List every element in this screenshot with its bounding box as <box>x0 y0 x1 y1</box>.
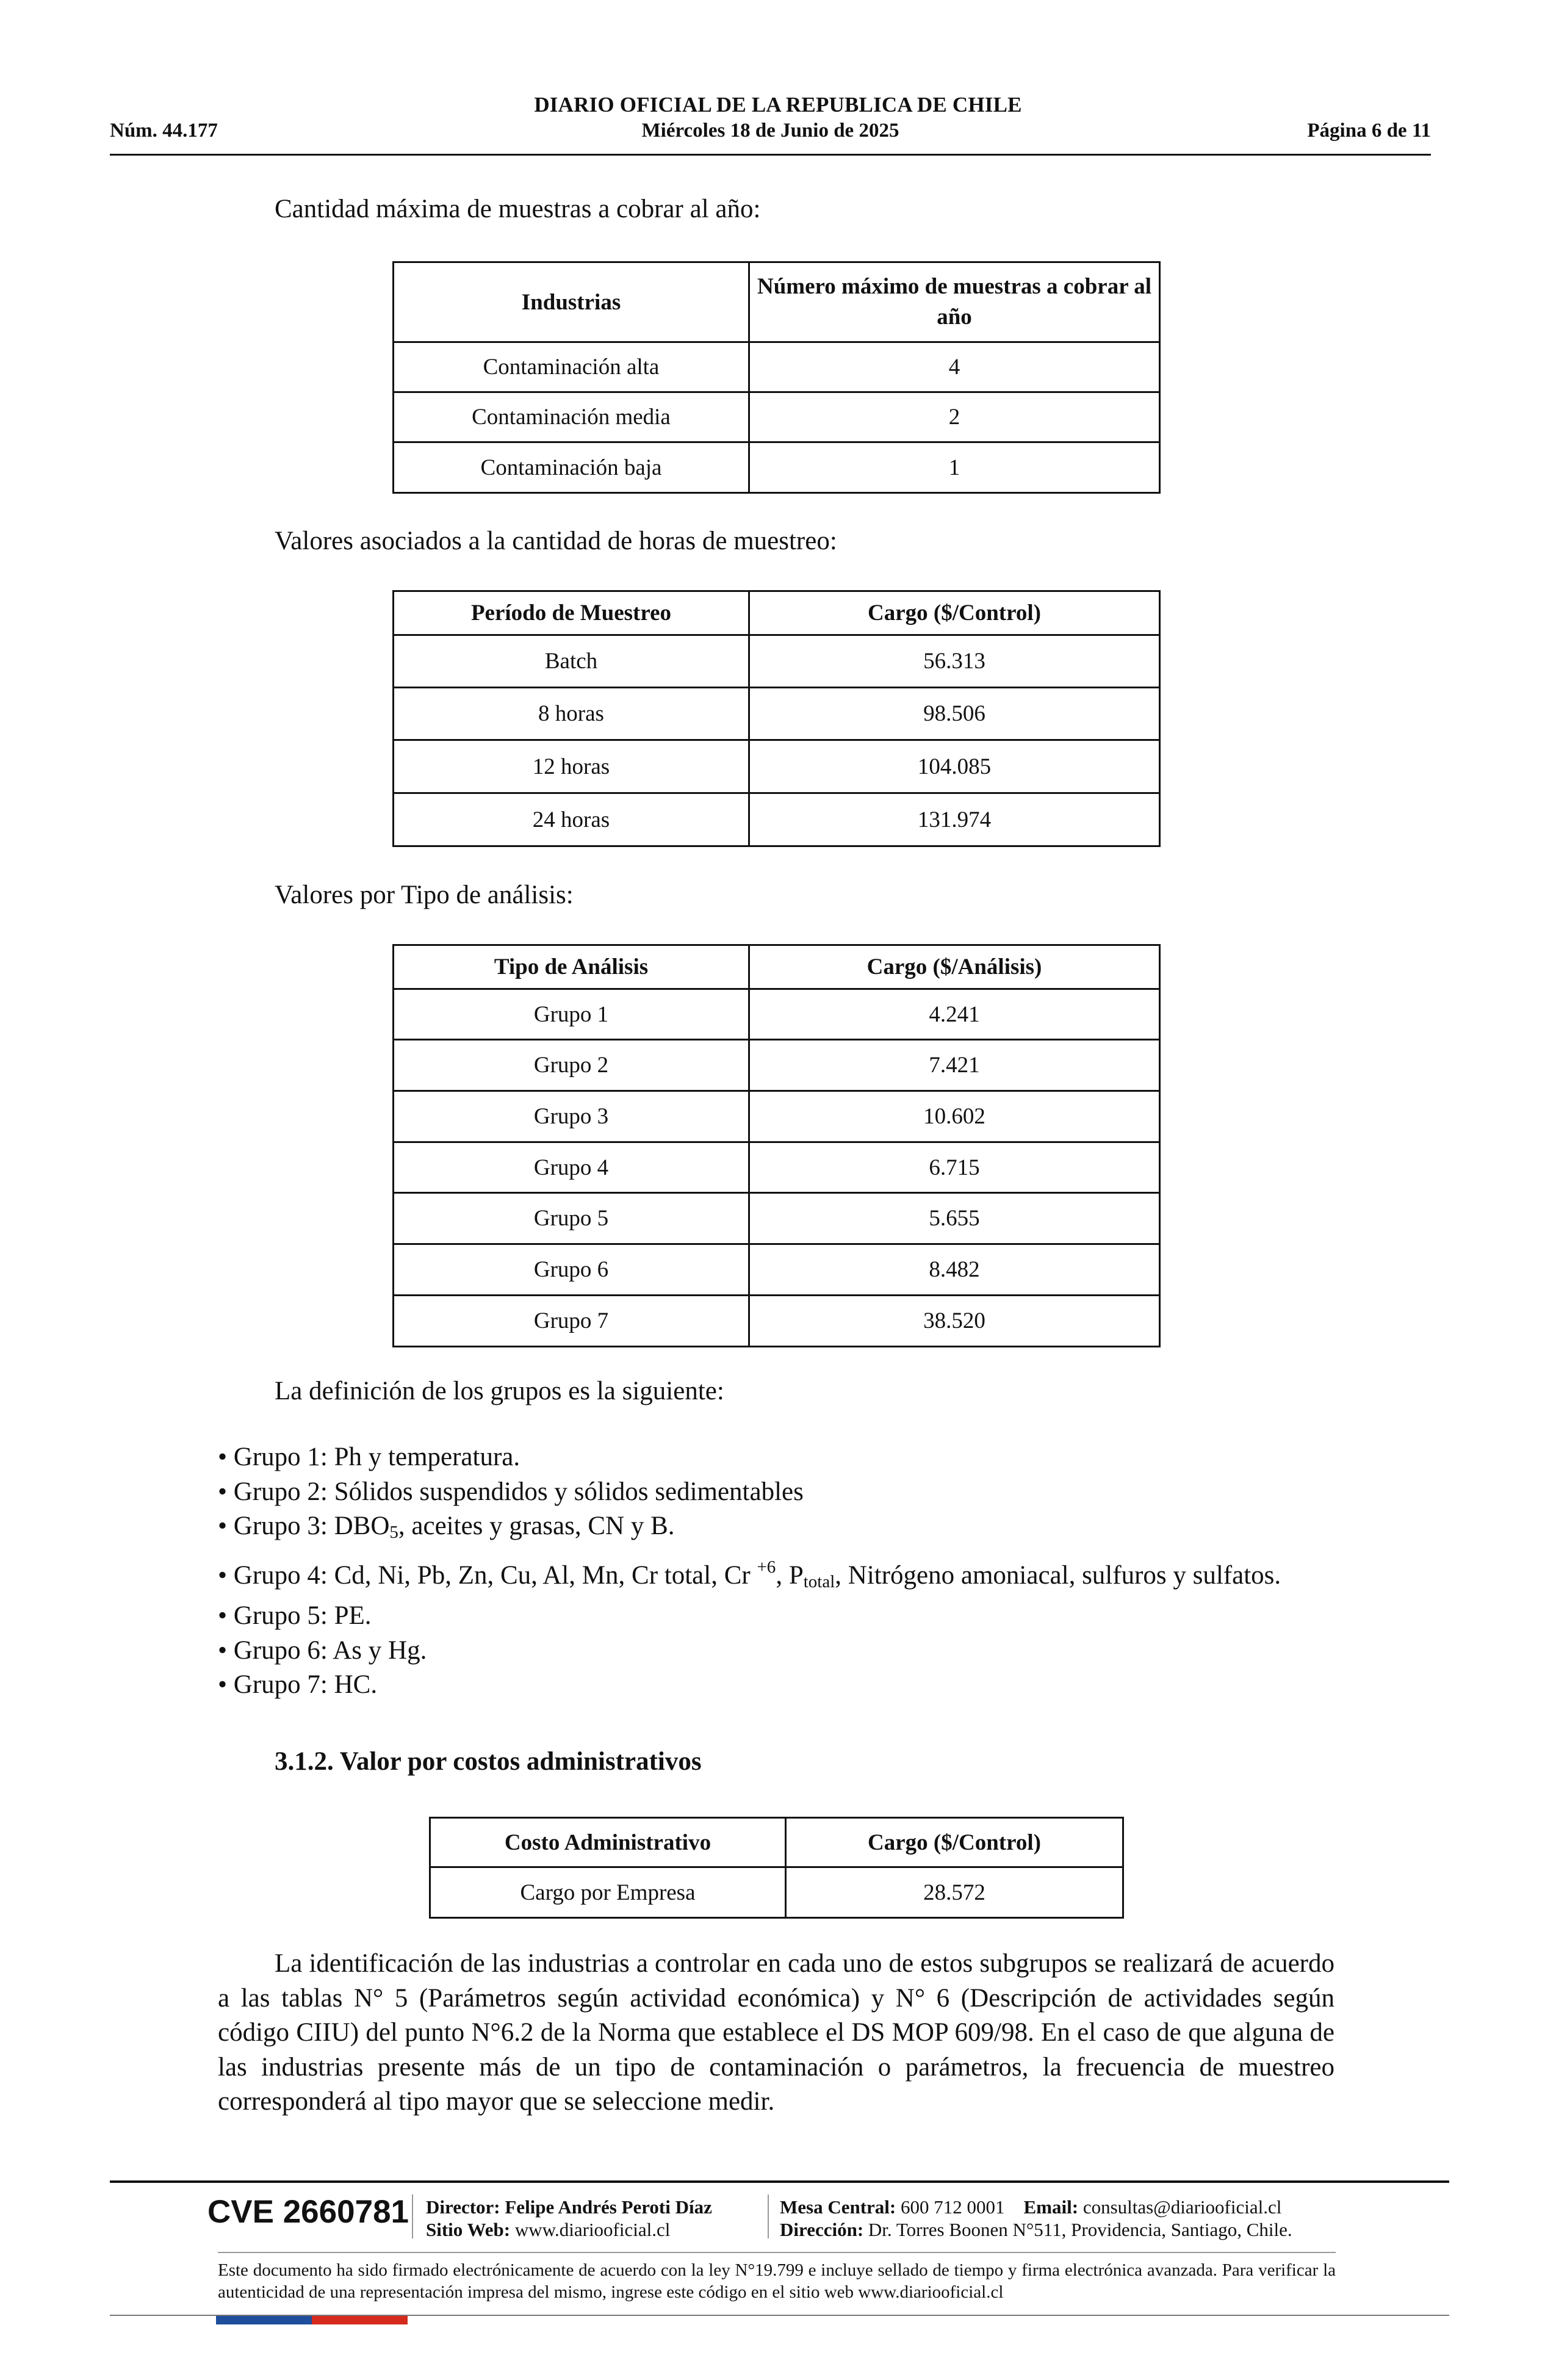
table-row <box>394 392 1160 442</box>
footer-separator <box>768 2194 769 2238</box>
table-row <box>394 1142 1160 1193</box>
table-row <box>430 1867 1123 1918</box>
analysis-table <box>392 944 1161 1347</box>
table-cell: 2 <box>749 392 1160 442</box>
table-cell: 6.715 <box>749 1142 1160 1193</box>
table-cell: Grupo 6 <box>394 1244 749 1296</box>
table-cell: 12 horas <box>394 740 749 793</box>
samples-intro: Cantidad máxima de muestras a cobrar al año: <box>275 195 761 223</box>
column-header: Período de Muestreo <box>394 591 749 635</box>
table-cell: 4 <box>749 342 1160 392</box>
section-heading: 3.1.2. Valor por costos administrativos <box>275 1747 702 1776</box>
table-cell: Grupo 3 <box>394 1091 749 1142</box>
column-header: Cargo ($/Control) <box>749 591 1160 635</box>
table-row <box>394 1040 1160 1091</box>
table-cell: Batch <box>394 635 749 688</box>
table-header-row <box>394 591 1160 635</box>
table-cell: 131.974 <box>749 793 1160 846</box>
table-cell: 104.085 <box>749 740 1160 793</box>
table-cell: 1 <box>749 442 1160 493</box>
address: Dr. Torres Boonen N°511, Providencia, Santiago, Chile. <box>868 2219 1292 2240</box>
table-cell: 5.655 <box>749 1193 1160 1244</box>
table-row <box>394 1193 1160 1244</box>
table-cell: 4.241 <box>749 989 1160 1040</box>
table-header-row <box>394 262 1160 342</box>
table-row <box>394 1296 1160 1347</box>
column-header: Costo Administrativo <box>430 1818 786 1867</box>
list-item: • Grupo 4: Cd, Ni, Pb, Zn, Cu, Al, Mn, Cr total, Cr $^{+6}$, $P_{total}$, Nitrógeno amoniacal, sulfuros y sulfatos. <box>218 1557 1281 1592</box>
footer-separator <box>412 2194 413 2238</box>
footer-thin-divider <box>218 2252 1336 2253</box>
table-cell: 8.482 <box>749 1244 1160 1296</box>
table-header-row <box>394 945 1160 989</box>
body-paragraph: La identificación de las industrias a controlar en cada uno de estos subgrupos se realizará de acuerdo a las tablas N° 5 (Parámetros según actividad económica) y N° 6 (Descripción de actividades según código CIIU) del punto N°6.2 de la Norma que establece el DS MOP 609/98. En el caso de que alguna de las industrias presente más de un tipo de contaminación o parámetros, la frecuencia de muestreo corresponderá al tipo mayor que se seleccione medir. <box>218 1949 1334 2116</box>
publication-title: DIARIO OFICIAL DE LA REPUBLICA DE CHILE <box>534 93 1022 117</box>
phone-number: 600 712 0001 <box>901 2196 1005 2218</box>
table-cell: 38.520 <box>749 1296 1160 1347</box>
issue-number: Núm. 44.177 <box>110 120 218 142</box>
table-row <box>394 793 1160 846</box>
cve-code: CVE 2660781 <box>207 2194 409 2230</box>
list-item: • Grupo 6: As y Hg. <box>218 1635 427 1665</box>
chile-flag-stripe <box>216 2316 408 2324</box>
hours-table <box>392 590 1161 847</box>
table-cell: Contaminación media <box>394 392 749 442</box>
table-cell: 8 horas <box>394 688 749 740</box>
column-header: Número máximo de muestras a cobrar al año <box>749 262 1160 342</box>
footer-contact-block: Mesa Central: 600 712 0001 Email: consultas@diariooficial.cl Dirección: Dr. Torres Boonen N°511, Providencia, Santiago, Chile. <box>780 2196 1292 2240</box>
table-row <box>394 342 1160 392</box>
column-header: Industrias <box>394 262 749 342</box>
samples-table <box>392 261 1161 494</box>
table-cell: 7.421 <box>749 1040 1160 1091</box>
column-header: Tipo de Análisis <box>394 945 749 989</box>
list-item: • Grupo 1: Ph y temperatura. <box>218 1443 520 1471</box>
table-cell: Cargo por Empresa <box>430 1867 786 1918</box>
column-header: Cargo ($/Análisis) <box>749 945 1160 989</box>
footer-director-block: Director: Felipe Andrés Peroti Díaz Sitio Web: www.diariooficial.cl <box>426 2196 712 2240</box>
admin-costs-table <box>429 1817 1124 1919</box>
list-item: • Grupo 5: PE. <box>218 1601 372 1630</box>
list-item: • Grupo 3: $DBO_5$, aceites y grasas, CN y B. <box>218 1512 675 1542</box>
hours-intro: Valores asociados a la cantidad de horas de muestreo: <box>275 527 837 555</box>
table-row <box>394 740 1160 793</box>
table-cell: 56.313 <box>749 635 1160 688</box>
footer-divider <box>110 2180 1449 2183</box>
email-link[interactable]: consultas@diariooficial.cl <box>1082 2196 1282 2218</box>
groups-intro: La definición de los grupos es la siguiente: <box>275 1377 724 1405</box>
website-link[interactable]: www.diariooficial.cl <box>514 2219 671 2240</box>
group-definitions-list <box>218 1440 1334 1703</box>
analysis-intro: Valores por Tipo de análisis: <box>275 881 574 909</box>
table-row <box>394 1091 1160 1142</box>
director-name: Felipe Andrés Peroti Díaz <box>505 2196 712 2218</box>
list-item: • Grupo 7: HC. <box>218 1670 378 1699</box>
table-cell: Contaminación baja <box>394 442 749 493</box>
table-cell: 98.506 <box>749 688 1160 740</box>
table-cell: Grupo 7 <box>394 1296 749 1347</box>
table-cell: Grupo 2 <box>394 1040 749 1091</box>
table-cell: Grupo 4 <box>394 1142 749 1193</box>
table-row <box>394 688 1160 740</box>
header-divider <box>110 154 1431 156</box>
table-cell: 10.602 <box>749 1091 1160 1142</box>
table-cell: Contaminación alta <box>394 342 749 392</box>
table-cell: Grupo 1 <box>394 989 749 1040</box>
table-row <box>394 989 1160 1040</box>
table-cell: 28.572 <box>786 1867 1123 1918</box>
table-row <box>394 442 1160 493</box>
signature-disclaimer: Este documento ha sido firmado electrónicamente de acuerdo con la ley N°19.799 e incluye sellado de tiempo y firma electrónica avanzada. Para verificar la autenticidad de una representación impresa del mismo, ingrese este código en el sitio web www.diariooficial.cl <box>218 2260 1336 2302</box>
table-header-row <box>430 1818 1123 1867</box>
table-cell: Grupo 5 <box>394 1193 749 1244</box>
table-cell: 24 horas <box>394 793 749 846</box>
table-row <box>394 635 1160 688</box>
header-row <box>110 120 1431 148</box>
table-row <box>394 1244 1160 1296</box>
list-item: • Grupo 2: Sólidos suspendidos y sólidos sedimentables <box>218 1477 804 1506</box>
page-number: Página 6 de 11 <box>1307 120 1431 142</box>
issue-date: Miércoles 18 de Junio de 2025 <box>641 120 899 142</box>
column-header: Cargo ($/Control) <box>786 1818 1123 1867</box>
